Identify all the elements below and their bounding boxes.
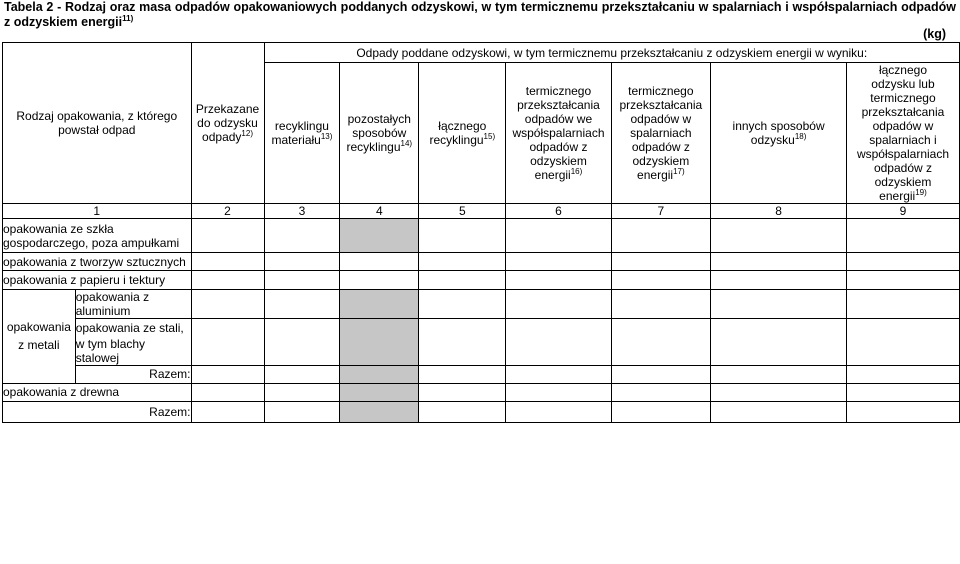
- row-label-steel: opakowania ze stali,: [75, 319, 191, 337]
- column-number-5: 5: [419, 204, 506, 219]
- waste-table: [2, 42, 960, 423]
- cell-total-4: [340, 401, 419, 422]
- table-row: [3, 219, 960, 253]
- table-row: [3, 319, 960, 337]
- column-number-3: 3: [264, 204, 340, 219]
- column-number-7: 7: [611, 204, 711, 219]
- cell-wood-8[interactable]: [711, 383, 847, 401]
- table-title: Tabela 2 - Rodzaj oraz masa odpadów opakowaniowych poddanych odzyskowi, w tym termicznemu przekształcaniu w spalarniach i współspalarniach odpadów z odzyskiem energii$^{11)}$: [4, 0, 956, 29]
- header-col-4: pozostałych sposobów recyklingu$^{14)}$: [340, 63, 419, 204]
- table-row: [3, 271, 960, 290]
- cell-wood-5[interactable]: [419, 383, 506, 401]
- cell-wood-7[interactable]: [611, 383, 711, 401]
- column-number-8: 8: [711, 204, 847, 219]
- row-label-paper: opakowania z papieru i tektury: [3, 271, 192, 290]
- cell-paper-7[interactable]: [611, 271, 711, 290]
- cell-aluminium-7[interactable]: [611, 290, 711, 319]
- cell-total-6[interactable]: [506, 401, 611, 422]
- cell-paper-4[interactable]: [340, 271, 419, 290]
- cell-metal-total-8[interactable]: [711, 365, 847, 383]
- row-group-metal: opakowania z metali: [3, 290, 76, 384]
- cell-steel-9[interactable]: [846, 319, 959, 366]
- cell-aluminium-8[interactable]: [711, 290, 847, 319]
- table-row: [3, 290, 960, 319]
- unit-label: (kg): [923, 27, 946, 41]
- cell-glass-6[interactable]: [506, 219, 611, 253]
- title-footnote: 11): [122, 13, 134, 23]
- cell-total-3[interactable]: [264, 401, 340, 422]
- cell-plastic-6[interactable]: [506, 253, 611, 271]
- header-col-5: łącznego recyklingu$^{15)}$: [419, 63, 506, 204]
- cell-wood-4: [340, 383, 419, 401]
- cell-plastic-7[interactable]: [611, 253, 711, 271]
- row-label-metal-total: Razem:: [75, 365, 191, 383]
- cell-glass-3[interactable]: [264, 219, 340, 253]
- cell-aluminium-9[interactable]: [846, 290, 959, 319]
- cell-glass-8[interactable]: [711, 219, 847, 253]
- cell-wood-2[interactable]: [191, 383, 264, 401]
- column-number-6: 6: [506, 204, 611, 219]
- cell-metal-total-5[interactable]: [419, 365, 506, 383]
- header-group-title: Odpady poddane odzyskowi, w tym termicznemu przekształcaniu z odzyskiem energii w wyniku:: [264, 43, 959, 63]
- column-number-9: 9: [846, 204, 959, 219]
- header-col-8: innych sposobów odzysku$^{18)}$: [711, 63, 847, 204]
- cell-plastic-5[interactable]: [419, 253, 506, 271]
- row-label-steel-sheet: w tym blachy stalowej: [75, 337, 191, 366]
- cell-glass-2[interactable]: [191, 219, 264, 253]
- cell-aluminium-2[interactable]: [191, 290, 264, 319]
- cell-paper-2[interactable]: [191, 271, 264, 290]
- cell-glass-9[interactable]: [846, 219, 959, 253]
- cell-plastic-3[interactable]: [264, 253, 340, 271]
- cell-aluminium-4: [340, 290, 419, 319]
- cell-metal-total-3[interactable]: [264, 365, 340, 383]
- cell-plastic-4[interactable]: [340, 253, 419, 271]
- row-label-grand-total: Razem:: [3, 401, 192, 422]
- header-col-7: termicznego przekształcania odpadów w spalarniach odpadów z odzyskiem energii$^{17)}$: [611, 63, 711, 204]
- cell-total-2[interactable]: [191, 401, 264, 422]
- cell-aluminium-3[interactable]: [264, 290, 340, 319]
- cell-steel-7[interactable]: [611, 319, 711, 366]
- cell-plastic-9[interactable]: [846, 253, 959, 271]
- row-label-wood: opakowania z drewna: [3, 383, 192, 401]
- cell-paper-9[interactable]: [846, 271, 959, 290]
- cell-metal-total-4: [340, 365, 419, 383]
- cell-paper-6[interactable]: [506, 271, 611, 290]
- header-col-9: łącznego odzysku lub termicznego przekształcania odpadów w spalarniach i współspalarniach odpadów z odzyskiem energii$^{19)}$: [846, 63, 959, 204]
- cell-metal-total-6[interactable]: [506, 365, 611, 383]
- cell-steel-3[interactable]: [264, 319, 340, 366]
- cell-total-5[interactable]: [419, 401, 506, 422]
- cell-glass-5[interactable]: [419, 219, 506, 253]
- cell-steel-5[interactable]: [419, 319, 506, 366]
- cell-total-9[interactable]: [846, 401, 959, 422]
- column-number-2: 2: [191, 204, 264, 219]
- cell-steel-2[interactable]: [191, 319, 264, 366]
- row-label-aluminium: opakowania z aluminium: [75, 290, 191, 319]
- cell-paper-5[interactable]: [419, 271, 506, 290]
- cell-total-8[interactable]: [711, 401, 847, 422]
- cell-steel-8[interactable]: [711, 319, 847, 366]
- header-waste-type: Rodzaj opakowania, z którego powstał odpad: [3, 43, 192, 204]
- cell-wood-9[interactable]: [846, 383, 959, 401]
- table-row: [3, 383, 960, 401]
- cell-paper-3[interactable]: [264, 271, 340, 290]
- column-number-1: 1: [3, 204, 192, 219]
- cell-glass-7[interactable]: [611, 219, 711, 253]
- header-col-2: Przekazane do odzysku odpady$^{12)}$: [191, 43, 264, 204]
- table-row: [3, 253, 960, 271]
- header-col-6: termicznego przekształcania odpadów we współspalarniach odpadów z odzyskiem energii$^{16)}$: [506, 63, 611, 204]
- header-col-3: recyklingu materiału$^{13)}$: [264, 63, 340, 204]
- cell-metal-total-9[interactable]: [846, 365, 959, 383]
- cell-steel-6[interactable]: [506, 319, 611, 366]
- cell-steel-4: [340, 319, 419, 366]
- cell-total-7[interactable]: [611, 401, 711, 422]
- cell-aluminium-5[interactable]: [419, 290, 506, 319]
- row-label-plastic: opakowania z tworzyw sztucznych: [3, 253, 192, 271]
- cell-metal-total-7[interactable]: [611, 365, 711, 383]
- cell-glass-4: [340, 219, 419, 253]
- cell-paper-8[interactable]: [711, 271, 847, 290]
- cell-aluminium-6[interactable]: [506, 290, 611, 319]
- row-label-glass: opakowania ze szkła gospodarczego, poza ampułkami: [3, 219, 192, 253]
- cell-wood-3[interactable]: [264, 383, 340, 401]
- cell-wood-6[interactable]: [506, 383, 611, 401]
- column-number-4: 4: [340, 204, 419, 219]
- cell-plastic-8[interactable]: [711, 253, 847, 271]
- table-row: [3, 401, 960, 422]
- cell-metal-total-2[interactable]: [191, 365, 264, 383]
- cell-plastic-2[interactable]: [191, 253, 264, 271]
- table-row: [3, 365, 960, 383]
